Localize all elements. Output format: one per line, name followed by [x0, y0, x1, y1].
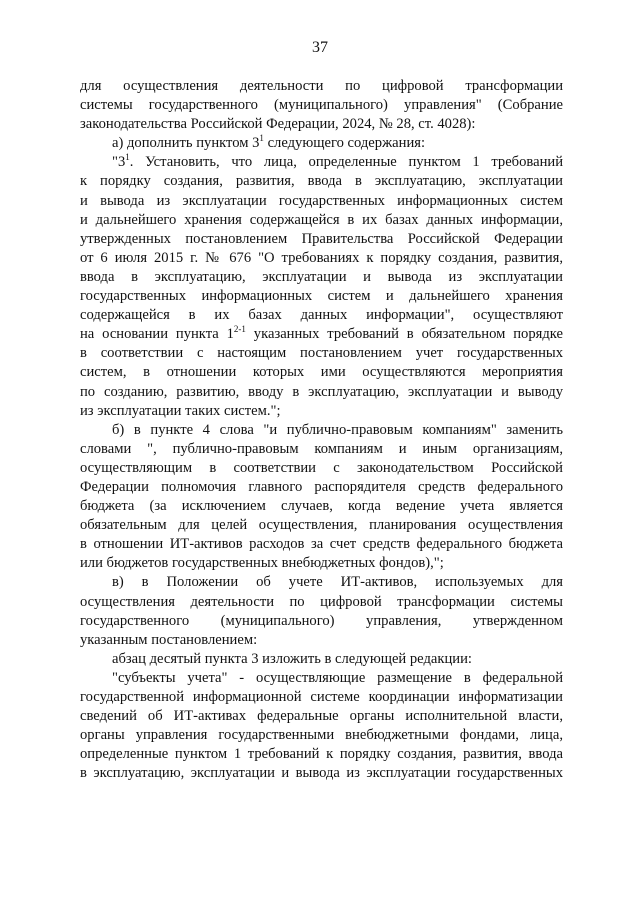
text-line: государственных информационных систем и дальнейшего хранения: [80, 288, 563, 305]
text-line: "субъекты учета" - осуществляющие размещение в федеральной: [112, 669, 563, 686]
text-fragment: "3: [112, 154, 126, 171]
superscript: 1: [125, 152, 130, 163]
text-line: б) в пункте 4 слова "и публично-правовым компаниям" заменить: [112, 421, 563, 438]
text-line: обязательным для целей осуществления, планирования осуществления: [80, 517, 563, 534]
text-line-with-superscript: [80, 325, 563, 344]
text-line: осуществления деятельности по цифровой трансформации системы: [80, 593, 563, 610]
text-line: утвержденных постановлением Правительства Российской Федерации: [80, 230, 563, 247]
superscript: 1: [259, 133, 264, 144]
text-line: в соответствии с настоящим постановлением учет государственных: [80, 345, 563, 362]
text-line: абзац десятый пункта 3 изложить в следующей редакции:: [112, 650, 472, 667]
text-fragment: следующего содержания:: [267, 135, 426, 152]
text-line: государственного (муниципального) управления, утвержденном: [80, 612, 563, 629]
paragraph-3-1-start: [80, 153, 563, 172]
text-line: осуществляющим в соответствии с законодательством Российской: [80, 459, 563, 476]
text-line: системы государственного (муниципального) управления" (Собрание: [80, 97, 563, 114]
text-fragment: указанных требований в обязательном порядке: [253, 326, 563, 343]
text-line: указанным постановлением:: [80, 631, 258, 648]
text-fragment: на основании пункта 1: [80, 326, 234, 343]
text-line: государственной информационной системе координации информатизации: [80, 689, 563, 705]
text-line: из эксплуатации таких систем.";: [80, 402, 281, 419]
text-line: от 6 июля 2015 г. № 676 "О требованиях к порядку создания, развития,: [80, 249, 563, 266]
text-line: или бюджетов государственных внебюджетных фондов),";: [80, 555, 444, 572]
text-line: органы управления государственными внебюджетными фондами, лица,: [80, 727, 563, 744]
superscript: 2-1: [233, 324, 246, 335]
page-number: 37: [312, 39, 328, 56]
text-line: содержащейся в их базах данных информации", осуществляют: [80, 307, 563, 324]
document-body: [80, 77, 563, 783]
text-line: к порядку создания, развития, ввода в эксплуатацию, эксплуатации: [80, 173, 563, 190]
text-line: и вывода из эксплуатации государственных информационных систем: [80, 192, 563, 209]
text-line: по созданию, развитию, вводу в эксплуатацию, эксплуатации и выводу: [80, 383, 563, 400]
text-line: ввода в эксплуатацию, эксплуатации и вывода из эксплуатации: [80, 268, 563, 285]
paragraph-a: [80, 134, 563, 153]
text-line: словами ", публично-правовым компаниям и иным организациям,: [80, 440, 563, 457]
text-line: систем, в отношении которых ими осуществляются мероприятия: [80, 364, 563, 381]
text-line: в отношении ИТ-активов расходов за счет средств федерального бюджета: [80, 536, 563, 553]
text-line: бюджета (за исключением случаев, когда ведение учета является: [80, 498, 563, 515]
text-line: в) в Положении об учете ИТ-активов, используемых для: [112, 574, 563, 591]
text-line: в эксплуатацию, эксплуатации и вывода из эксплуатации государственных: [80, 765, 563, 782]
text-line: и дальнейшего хранения содержащейся в их базах данных информации,: [80, 211, 563, 228]
text-fragment: . Установить, что лица, определенные пунктом 1 требований: [129, 154, 563, 171]
text-line: Федерации полномочия главного распорядителя средств федерального: [80, 478, 563, 495]
text-line: определенные пунктом 1 требований к порядку создания, развития, ввода: [80, 746, 563, 763]
text-fragment: а) дополнить пунктом 3: [112, 135, 260, 152]
text-line: сведений об ИТ-активах федеральные органы исполнительной власти,: [80, 708, 563, 725]
text-line: для осуществления деятельности по цифровой трансформации: [80, 78, 563, 94]
text-line: законодательства Российской Федерации, 2024, № 28, ст. 4028):: [80, 116, 476, 133]
